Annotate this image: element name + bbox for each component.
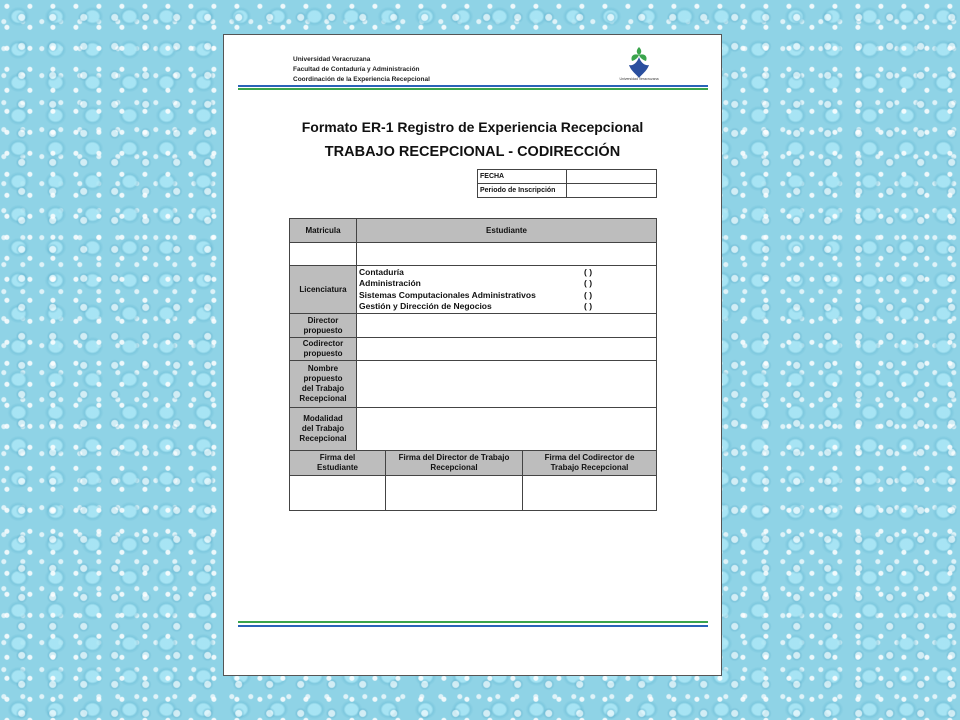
registration-table: [289, 218, 657, 511]
nombre-trabajo-label: Nombre propuesto del Trabajo Recepcional: [290, 361, 357, 408]
periodo-label: Periodo de Inscripción: [478, 184, 567, 198]
logo-caption: Universidad Veracruzana: [619, 77, 659, 81]
institution-header: [293, 55, 430, 85]
header-line-university: Universidad Veracruzana: [293, 56, 371, 63]
footer-rule-green: [238, 621, 708, 623]
footer-rule-blue: [238, 625, 708, 627]
firma-director-field[interactable]: [386, 476, 523, 511]
header-rule-blue: [238, 85, 708, 87]
codirector-label: Codirector propuesto: [290, 338, 357, 361]
checkbox-gestion[interactable]: ( ): [584, 300, 593, 311]
form-title: Formato ER-1 Registro de Experiencia Recepcional: [301, 119, 644, 135]
licenciatura-label: Licenciatura: [290, 266, 357, 314]
director-label: Director propuesto: [290, 314, 357, 338]
codirector-field[interactable]: [357, 338, 657, 361]
fecha-field[interactable]: [567, 170, 657, 184]
matricula-header: Matricula: [290, 219, 357, 243]
option-administracion[interactable]: Administración ( ): [359, 278, 593, 289]
option-sistemas[interactable]: Sistemas Computacionales Administrativos ( ): [359, 289, 593, 300]
firma-estudiante-label: Firma del Estudiante: [290, 451, 386, 476]
header-rule-green: [238, 88, 708, 90]
modalidad-label: Modalidad del Trabajo Recepcional: [290, 408, 357, 451]
estudiante-field[interactable]: [357, 243, 657, 266]
firma-director-label: Firma del Director de Trabajo Recepcional: [386, 451, 523, 476]
fecha-label: FECHA: [478, 170, 567, 184]
firma-estudiante-field[interactable]: [290, 476, 386, 511]
estudiante-header: Estudiante: [357, 219, 657, 243]
licenciatura-options: [357, 266, 657, 314]
document-page: [223, 34, 722, 676]
matricula-field[interactable]: [290, 243, 357, 266]
checkbox-sistemas[interactable]: ( ): [584, 289, 593, 300]
option-contaduria[interactable]: Contaduría ( ): [359, 266, 593, 277]
checkbox-administracion[interactable]: ( ): [584, 278, 593, 289]
periodo-field[interactable]: [567, 184, 657, 198]
firma-codirector-field[interactable]: [523, 476, 657, 511]
nombre-trabajo-field[interactable]: [357, 361, 657, 408]
meta-table: [477, 169, 657, 198]
modalidad-field[interactable]: [357, 408, 657, 451]
firma-codirector-label: Firma del Codirector de Trabajo Recepcional: [523, 451, 657, 476]
header-line-coordination: Coordinación de la Experiencia Recepcional: [293, 76, 430, 83]
form-subtitle: TRABAJO RECEPCIONAL - CODIRECCIÓN: [324, 144, 621, 160]
header-line-faculty: Facultad de Contaduría y Administración: [293, 66, 420, 73]
option-gestion[interactable]: Gestión y Dirección de Negocios ( ): [359, 300, 593, 311]
director-field[interactable]: [357, 314, 657, 338]
checkbox-contaduria[interactable]: ( ): [584, 266, 593, 277]
